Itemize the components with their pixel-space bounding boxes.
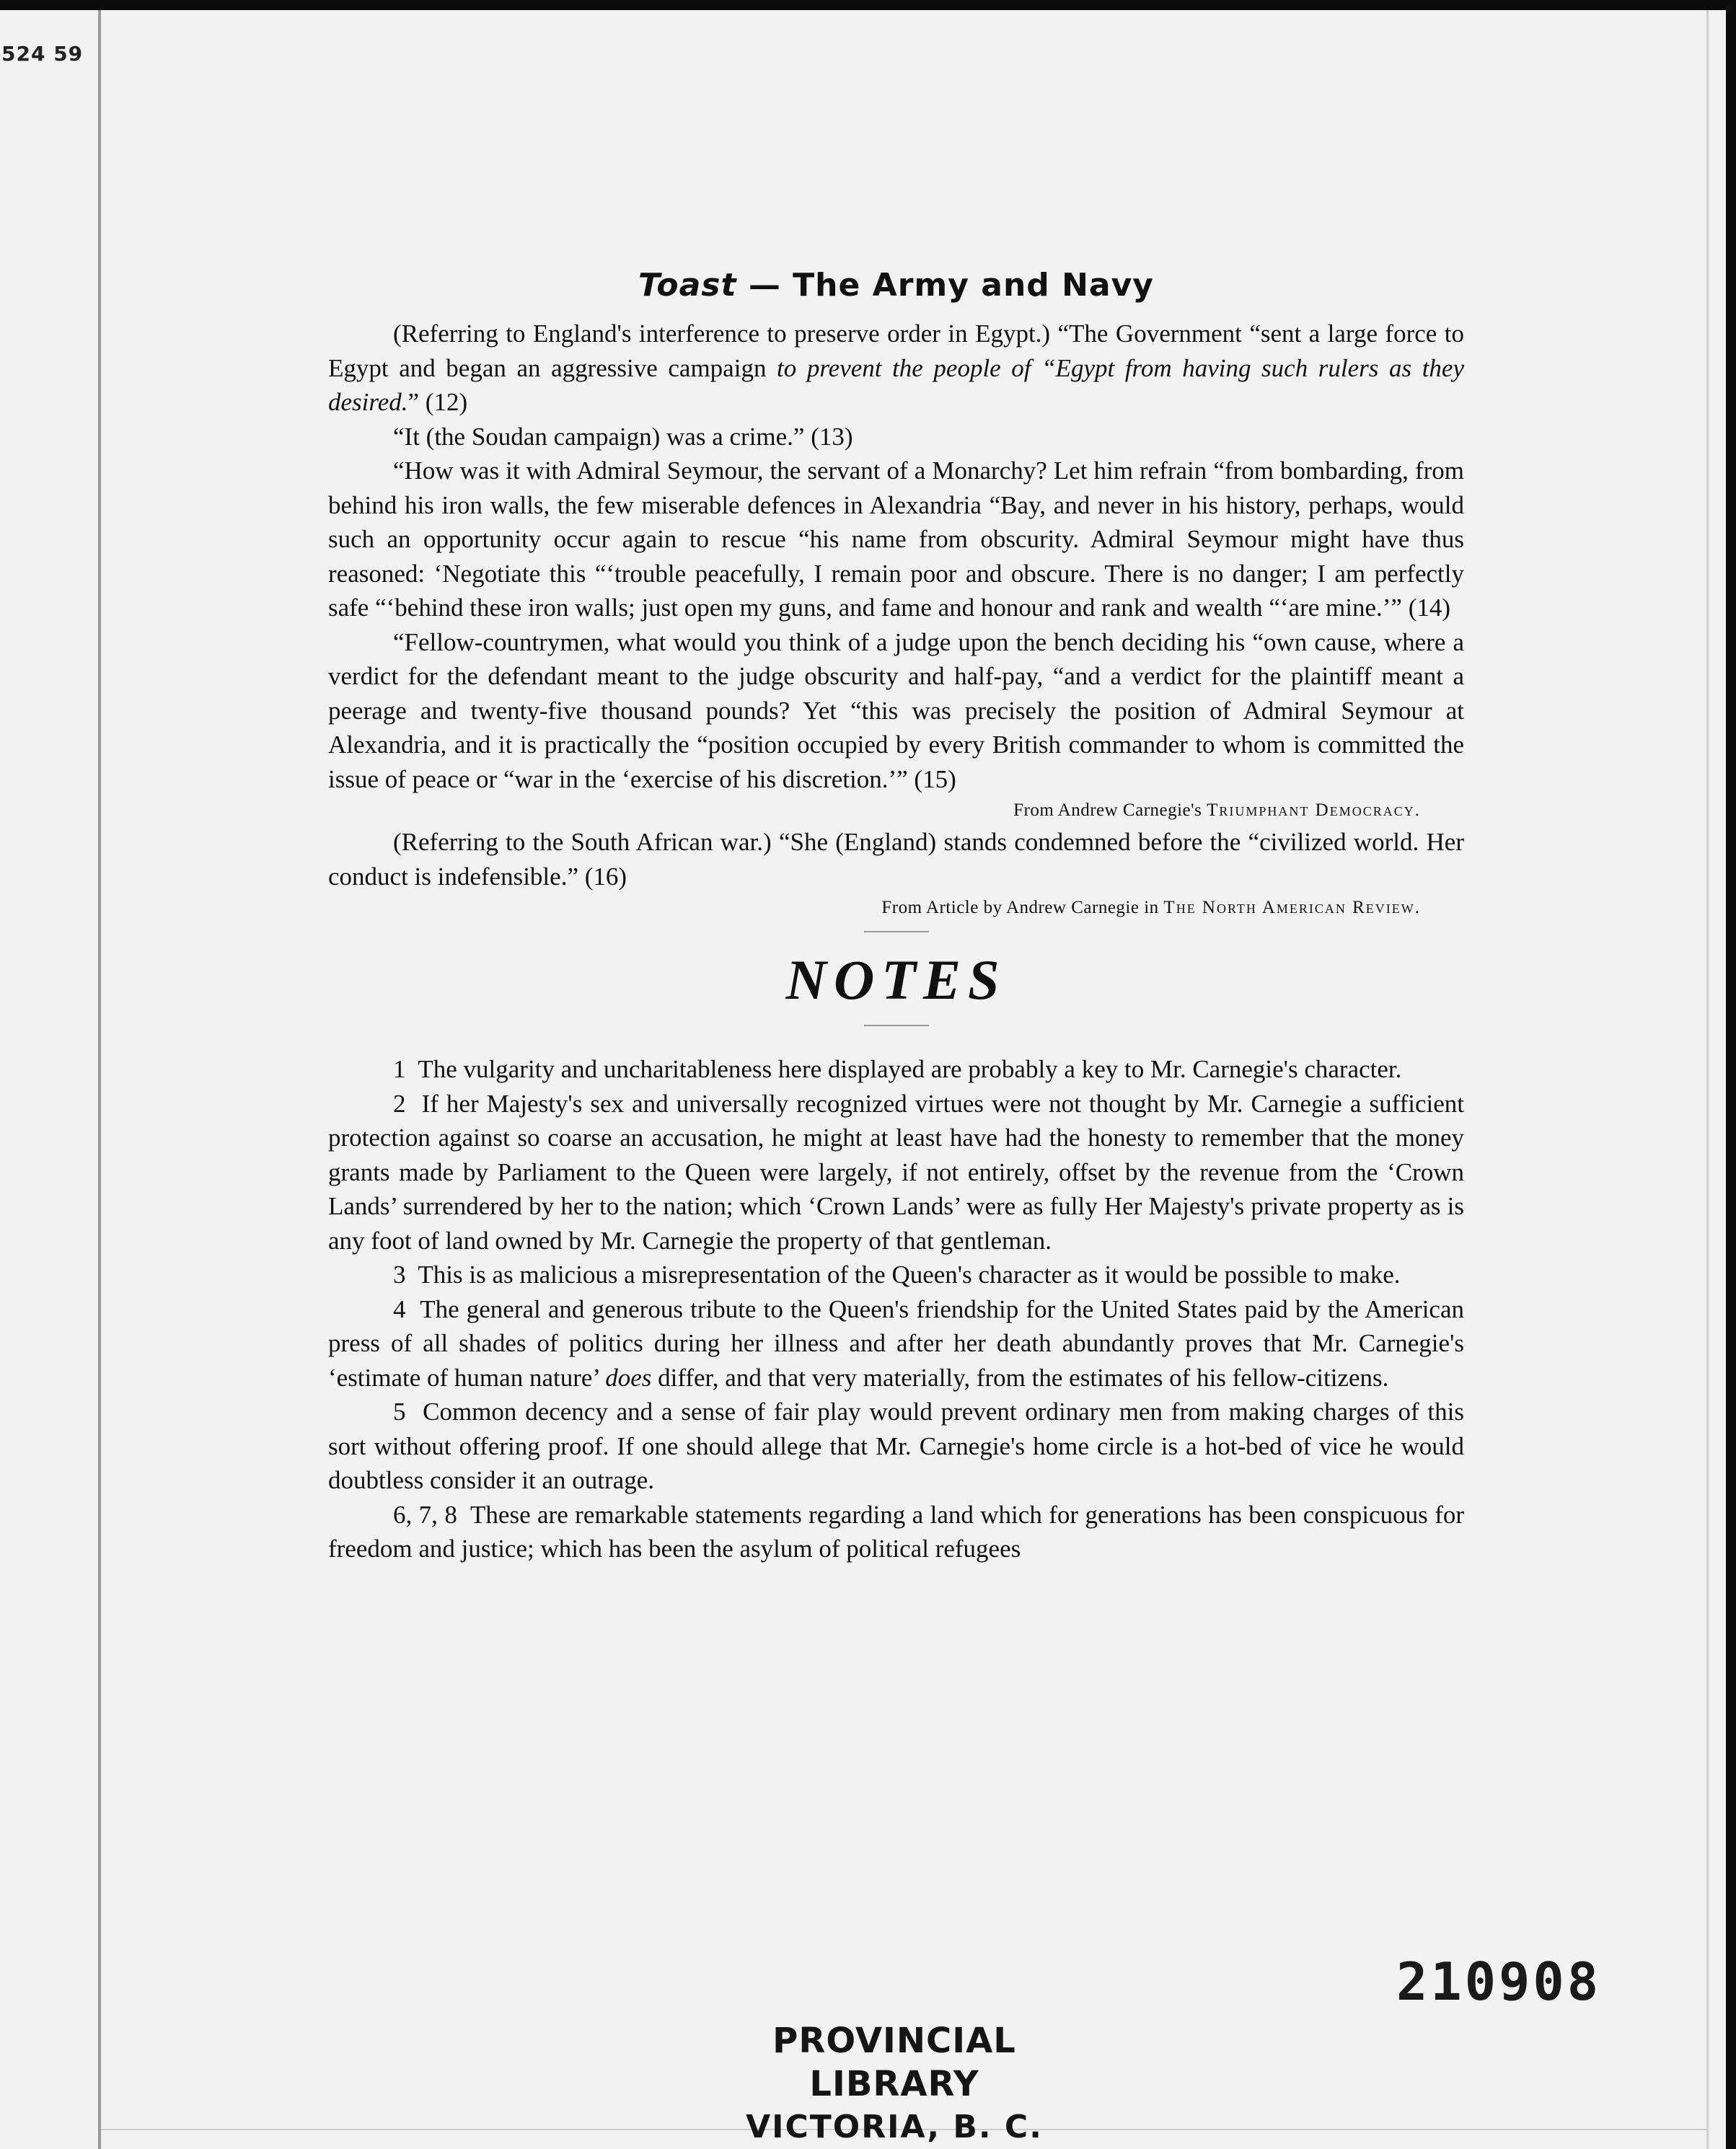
note-item xyxy=(328,1498,1464,1566)
attribution xyxy=(328,893,1464,922)
quote-paragraph: “Fellow-countrymen, what would you think of a judge upon the bench deciding his “own cause, where a verdict for the defendant meant to the judge obscurity and half-pay, “and a verdict for the plaintiff meant a peerage and twenty-five thousand pounds? Yet “this was precisely the position of Admiral Seymour at Alexandria, and it is practically the “position occupied by every British commander to whom is committed the issue of peace or “war in the ‘exercise of his discretion.’” (15) xyxy=(328,627,1464,793)
scan-frame-top xyxy=(0,0,1736,10)
quote-paragraph: “How was it with Admiral Seymour, the servant of a Monarchy? Let him refrain “from bombarding, from behind his iron walls, the few miserable defences in Alexandria “Bay, and never in his history, perhaps, would such an opportunity occur again to rescue “his name from obscurity. Admiral Seymour might have thus reasoned: ‘Negotiate this “‘trouble peacefully, I remain poor and obscure. There is no danger; I am perfectly safe “‘behind these iron walls; just open my guns, and fame and honour and rank and wealth “‘are mine.’” (14) xyxy=(328,456,1464,622)
quote-paragraph xyxy=(328,317,1464,420)
note-text: If her Majesty's sex and universally recognized virtues were not thought by Mr. Carnegie a sufficient protection against so coarse an accusation, he might at least have had the honesty to remember that the money grants made by Parliament to the Queen were largely, if not entirely, offset by the revenue from the ‘Crown Lands’ surrendered by her to the nation; which ‘Crown Lands’ were as fully Her Majesty's private property as is any foot of land owned by Mr. Carnegie the property of that gentleman. xyxy=(328,1089,1464,1255)
attribution-work: The North American Review. xyxy=(1163,898,1421,917)
page-content xyxy=(328,267,1464,1566)
quote-paragraph: “It (the Soudan campaign) was a crime.” (13) xyxy=(393,422,853,451)
attribution-prefix: From Andrew Carnegie's xyxy=(1013,800,1207,820)
note-item xyxy=(328,1292,1464,1395)
right-margin-rule xyxy=(1706,10,1709,2149)
note-text: The general and generous tribute to the Queen's friendship for the United States paid by the American press of all shades of politics during her illness and after her death abundantly proves that Mr. Carnegie's ‘estimate of human nature’ xyxy=(328,1294,1464,1392)
note-text: This is as malicious a misrepresentation of the Queen's character as it would be possible to make. xyxy=(418,1261,1401,1289)
note-text: Common decency and a sense of fair play would prevent ordinary men from making charges of this sort without offering proof. If one should allege that Mr. Carnegie's home circle is a hot-bed of vice he would doubtless consider it an outrage. xyxy=(328,1398,1465,1494)
note-item xyxy=(328,1087,1464,1258)
scan-frame-right xyxy=(1726,0,1736,2149)
corner-mark: 524 59 xyxy=(1,42,84,66)
stamp-line: VICTORIA, B. C. xyxy=(746,2109,1043,2145)
note-item xyxy=(328,1258,1464,1292)
divider xyxy=(864,931,929,932)
page-edge xyxy=(98,10,101,2149)
quote-text: (Referring to England's interference to preserve order in Egypt.) “The Government “sent a large force to Egypt and began an aggressive campaign xyxy=(328,319,1464,382)
note-number: 1 xyxy=(393,1055,406,1083)
note-text: These are remarkable statements regarding a land which for generations has been conspicuous for freedom and justice; which has been the asylum of political refugees xyxy=(328,1500,1465,1563)
attribution-prefix: From Article by Andrew Carnegie in xyxy=(881,898,1164,917)
library-stamp xyxy=(692,2019,1096,2149)
title-italic: Toast xyxy=(638,267,737,304)
note-text: differ, and that very materially, from the estimates of his fellow-citizens. xyxy=(651,1363,1389,1392)
title-rest: — The Army and Navy xyxy=(736,267,1154,304)
note-item xyxy=(328,1395,1464,1498)
note-italic: does xyxy=(605,1363,652,1392)
attribution-work: Triumphant Democracy. xyxy=(1207,800,1421,820)
stamp-line: PROVINCIAL LIBRARY xyxy=(772,2021,1016,2104)
quote-text: ” (12) xyxy=(407,388,468,416)
notes-heading: NOTES xyxy=(785,948,1007,1011)
page-title xyxy=(328,267,1464,304)
divider xyxy=(864,1025,929,1026)
note-number: 6, 7, 8 xyxy=(393,1500,457,1529)
accession-number: 210908 xyxy=(1396,1951,1602,2012)
note-number: 5 xyxy=(393,1398,406,1426)
note-number: 2 xyxy=(393,1089,406,1118)
attribution xyxy=(328,796,1464,825)
note-item xyxy=(328,1052,1464,1087)
notes-list xyxy=(328,1052,1464,1566)
note-number: 4 xyxy=(393,1294,406,1323)
quote-paragraph: (Referring to the South African war.) “She (England) stands condemned before the “civilized world. Her conduct is indefensible.” (16) xyxy=(328,828,1464,891)
quote-italic: to prevent the people of “Egypt from having such rulers as they desired. xyxy=(328,353,1464,416)
note-number: 3 xyxy=(393,1261,406,1289)
note-text: The vulgarity and uncharitableness here displayed are probably a key to Mr. Carnegie's character. xyxy=(418,1055,1402,1083)
